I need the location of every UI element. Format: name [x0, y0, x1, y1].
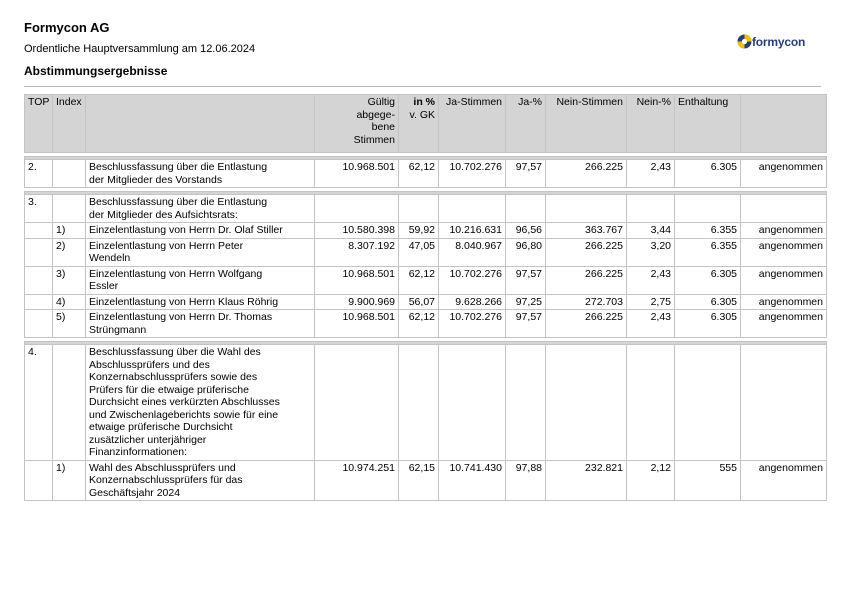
cell-description	[86, 294, 315, 310]
cell-pct-gk: 62,15	[399, 460, 439, 501]
description-line: etwaige prüferische Durchsicht	[89, 421, 233, 433]
col-header-pct-line1: in %	[413, 96, 435, 108]
company-name: Formycon AG	[24, 20, 110, 35]
cell-description	[86, 460, 315, 501]
cell-valid: 9.900.969	[315, 294, 399, 310]
cell-result: angenommen	[741, 310, 827, 338]
cell-top	[25, 266, 53, 294]
col-header-index: Index	[53, 95, 86, 153]
cell-abstentions: 6.355	[675, 238, 741, 266]
cell-yes-pct: 97,25	[506, 294, 546, 310]
cell-index: 3)	[53, 266, 86, 294]
cell-valid: 10.968.501	[315, 266, 399, 294]
cell-yes	[439, 195, 506, 223]
cell-result	[741, 195, 827, 223]
table-row	[25, 294, 827, 310]
logo-wordmark: formycon	[752, 35, 806, 49]
description-line: zusätzlicher unterjähriger	[89, 433, 207, 446]
cell-top	[25, 223, 53, 239]
cell-description	[86, 195, 315, 223]
description-line: Finanzinformationen:	[89, 446, 188, 458]
description-line: Einzelentlastung von Herrn Dr. Olaf Stiller	[89, 224, 283, 236]
cell-description	[86, 310, 315, 338]
cell-top	[25, 310, 53, 338]
table-row	[25, 160, 827, 188]
cell-abstentions: 6.305	[675, 266, 741, 294]
cell-yes-pct	[506, 195, 546, 223]
description-line: Konzernabschlussprüfers für das	[89, 474, 243, 486]
cell-no: 363.767	[546, 223, 627, 239]
cell-top	[25, 460, 53, 501]
cell-no	[546, 195, 627, 223]
table-row	[25, 238, 827, 266]
description-line: Essler	[89, 280, 119, 292]
cell-pct-gk	[399, 195, 439, 223]
col-header-no-percent: Nein-%	[627, 95, 675, 153]
cell-yes-pct: 97,57	[506, 160, 546, 188]
cell-yes: 10.702.276	[439, 266, 506, 294]
cell-result: angenommen	[741, 460, 827, 501]
cell-no: 266.225	[546, 310, 627, 338]
cell-top	[25, 294, 53, 310]
cell-yes-pct: 96,56	[506, 223, 546, 239]
col-header-yes-votes: Ja-Stimmen	[439, 95, 506, 153]
col-header-valid-line2: abgege-	[356, 108, 395, 121]
table-row	[25, 460, 827, 501]
col-header-description	[86, 95, 315, 153]
cell-pct-gk: 47,05	[399, 238, 439, 266]
description-line: Wendeln	[89, 252, 131, 264]
table-row	[25, 310, 827, 338]
cell-yes: 8.040.967	[439, 238, 506, 266]
description-line: Beschlussfassung über die Entlastung	[89, 196, 268, 208]
cell-top	[25, 238, 53, 266]
cell-index: 1)	[53, 460, 86, 501]
cell-index	[53, 195, 86, 223]
cell-result: angenommen	[741, 238, 827, 266]
formycon-logo	[737, 33, 821, 53]
cell-description	[86, 223, 315, 239]
description-line: Beschlussfassung über die Wahl des	[89, 346, 261, 358]
cell-no: 266.225	[546, 266, 627, 294]
cell-pct-gk: 62,12	[399, 160, 439, 188]
cell-top: 4.	[25, 345, 53, 461]
cell-abstentions: 6.355	[675, 223, 741, 239]
description-line: Wahl des Abschlussprüfers und	[89, 461, 236, 474]
cell-yes-pct: 97,57	[506, 310, 546, 338]
logo-mark-icon	[737, 34, 752, 49]
cell-yes: 10.702.276	[439, 160, 506, 188]
col-header-percent-capital	[399, 95, 439, 153]
table-row	[25, 266, 827, 294]
header-divider	[24, 86, 821, 87]
cell-no-pct: 2,43	[627, 310, 675, 338]
cell-yes-pct: 96,80	[506, 238, 546, 266]
cell-pct-gk: 56,07	[399, 294, 439, 310]
cell-no-pct: 2,75	[627, 294, 675, 310]
cell-no: 266.225	[546, 238, 627, 266]
cell-description	[86, 345, 315, 461]
cell-abstentions: 6.305	[675, 160, 741, 188]
cell-abstentions: 555	[675, 460, 741, 501]
description-line: Prüfers für die etwaige prüferische	[89, 383, 249, 396]
cell-index: 1)	[53, 223, 86, 239]
cell-no-pct: 2,43	[627, 160, 675, 188]
cell-no-pct: 3,20	[627, 238, 675, 266]
section-title: Abstimmungsergebnisse	[24, 64, 168, 78]
col-header-valid-line4: Stimmen	[353, 133, 395, 146]
cell-pct-gk: 59,92	[399, 223, 439, 239]
cell-yes-pct	[506, 345, 546, 461]
cell-yes: 10.216.631	[439, 223, 506, 239]
description-line: Geschäftsjahr 2024	[89, 486, 181, 499]
col-header-result	[741, 95, 827, 153]
table-row	[25, 223, 827, 239]
cell-no-pct	[627, 195, 675, 223]
cell-result: angenommen	[741, 294, 827, 310]
cell-index: 5)	[53, 310, 86, 338]
cell-abstentions: 6.305	[675, 310, 741, 338]
col-header-no-votes: Nein-Stimmen	[546, 95, 627, 153]
cell-abstentions: 6.305	[675, 294, 741, 310]
cell-valid: 10.968.501	[315, 310, 399, 338]
meeting-subtitle: Ordentliche Hauptversammlung am 12.06.2024	[24, 43, 256, 55]
cell-description	[86, 160, 315, 188]
cell-no-pct: 2,12	[627, 460, 675, 501]
cell-abstentions	[675, 195, 741, 223]
cell-result: angenommen	[741, 160, 827, 188]
cell-yes-pct: 97,57	[506, 266, 546, 294]
cell-no-pct	[627, 345, 675, 461]
cell-description	[86, 266, 315, 294]
description-line: Konzernabschlussprüfers sowie des	[89, 371, 258, 383]
description-line: Strüngmann	[89, 323, 147, 336]
cell-result: angenommen	[741, 223, 827, 239]
description-line: der Mitglieder des Vorstands	[89, 173, 223, 186]
cell-valid	[315, 195, 399, 223]
cell-result	[741, 345, 827, 461]
cell-valid: 10.974.251	[315, 460, 399, 501]
cell-no	[546, 345, 627, 461]
table-row	[25, 195, 827, 223]
description-line: Einzelentlastung von Herrn Klaus Röhrig	[89, 295, 279, 308]
col-header-yes-percent: Ja-%	[506, 95, 546, 153]
cell-valid	[315, 345, 399, 461]
cell-yes	[439, 345, 506, 461]
cell-no: 232.821	[546, 460, 627, 501]
description-line: Einzelentlastung von Herrn Dr. Thomas	[89, 311, 273, 323]
cell-yes: 9.628.266	[439, 294, 506, 310]
cell-valid: 8.307.192	[315, 238, 399, 266]
description-line: Einzelentlastung von Herrn Wolfgang	[89, 267, 263, 280]
description-line: Einzelentlastung von Herrn Peter	[89, 239, 244, 252]
cell-yes-pct: 97,88	[506, 460, 546, 501]
voting-results-table	[24, 94, 827, 501]
cell-pct-gk: 62,12	[399, 266, 439, 294]
description-line: Abschlussprüfers und des	[89, 358, 210, 371]
cell-top: 3.	[25, 195, 53, 223]
cell-index	[53, 345, 86, 461]
description-line: Durchsicht eines verkürzten Abschlusses	[89, 396, 280, 408]
description-line: und Zwischenlageberichts sowie für eine	[89, 408, 279, 421]
cell-no: 266.225	[546, 160, 627, 188]
description-line: Beschlussfassung über die Entlastung	[89, 161, 268, 173]
col-header-valid-line1: Gültig	[367, 96, 395, 108]
cell-index: 4)	[53, 294, 86, 310]
cell-index	[53, 160, 86, 188]
cell-abstentions	[675, 345, 741, 461]
col-header-valid-line3: bene	[371, 121, 395, 133]
cell-pct-gk	[399, 345, 439, 461]
description-line: der Mitglieder des Aufsichtsrats:	[89, 208, 238, 221]
cell-no: 272.703	[546, 294, 627, 310]
cell-no-pct: 3,44	[627, 223, 675, 239]
col-header-abstentions: Enthaltung	[675, 95, 741, 153]
cell-index: 2)	[53, 238, 86, 266]
cell-valid: 10.580.398	[315, 223, 399, 239]
cell-result: angenommen	[741, 266, 827, 294]
cell-top: 2.	[25, 160, 53, 188]
col-header-valid-votes	[315, 95, 399, 153]
cell-valid: 10.968.501	[315, 160, 399, 188]
col-header-pct-line2: v. GK	[409, 108, 435, 121]
cell-yes: 10.741.430	[439, 460, 506, 501]
cell-description	[86, 238, 315, 266]
cell-yes: 10.702.276	[439, 310, 506, 338]
table-row	[25, 345, 827, 461]
table-header-row	[25, 95, 827, 153]
col-header-top: TOP	[25, 95, 53, 153]
cell-pct-gk: 62,12	[399, 310, 439, 338]
cell-no-pct: 2,43	[627, 266, 675, 294]
